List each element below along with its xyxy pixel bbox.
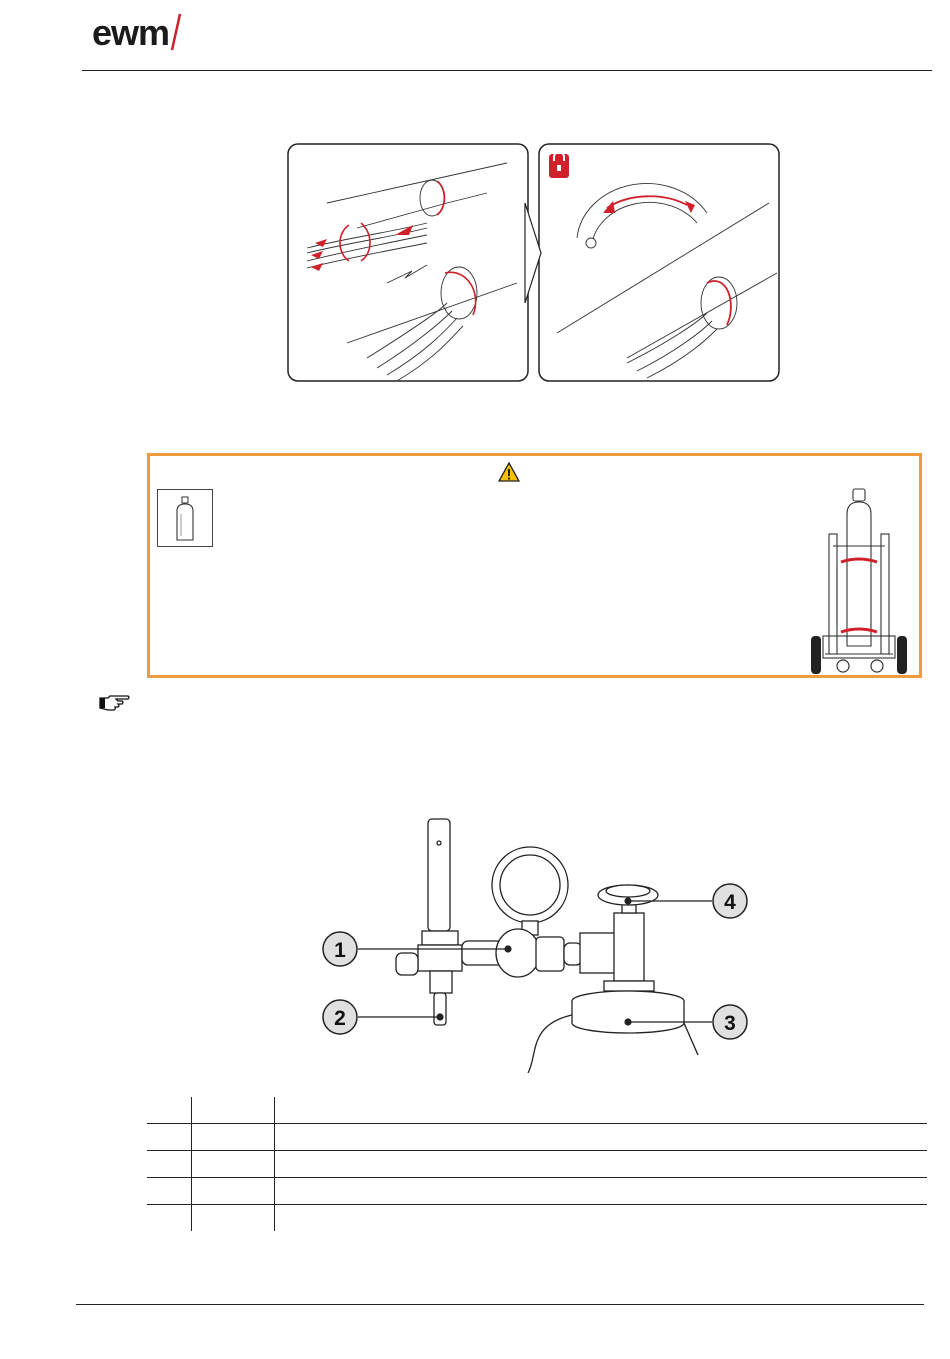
strain-relief-figure <box>287 143 781 383</box>
table-row-divider <box>147 1177 927 1178</box>
pressure-regulator-figure <box>318 815 778 1073</box>
svg-text:ewm: ewm <box>92 12 170 52</box>
svg-text:3: 3 <box>724 1012 736 1035</box>
ewm-logo <box>92 12 222 52</box>
warning-triangle-icon <box>498 462 520 482</box>
footer-divider <box>76 1304 924 1305</box>
svg-text:4: 4 <box>724 891 736 914</box>
table-row-divider <box>147 1123 927 1124</box>
header-divider <box>82 70 932 71</box>
svg-text:2: 2 <box>334 1007 346 1030</box>
caution-notice-box <box>147 453 922 678</box>
svg-text:1: 1 <box>334 939 346 962</box>
table-column-divider <box>191 1097 192 1231</box>
table-column-divider <box>274 1097 275 1231</box>
cylinder-cart-illustration <box>805 486 913 678</box>
callout-4 <box>713 884 747 918</box>
table-row-divider <box>147 1204 927 1205</box>
legend-table <box>147 1097 927 1231</box>
table-row-divider <box>147 1150 927 1151</box>
callout-1 <box>323 932 357 966</box>
gas-cylinder-icon <box>172 496 198 542</box>
callout-2 <box>323 1000 357 1034</box>
gas-cylinder-icon-frame <box>157 489 213 547</box>
pointing-hand-icon <box>98 694 132 712</box>
callout-3 <box>713 1005 747 1039</box>
